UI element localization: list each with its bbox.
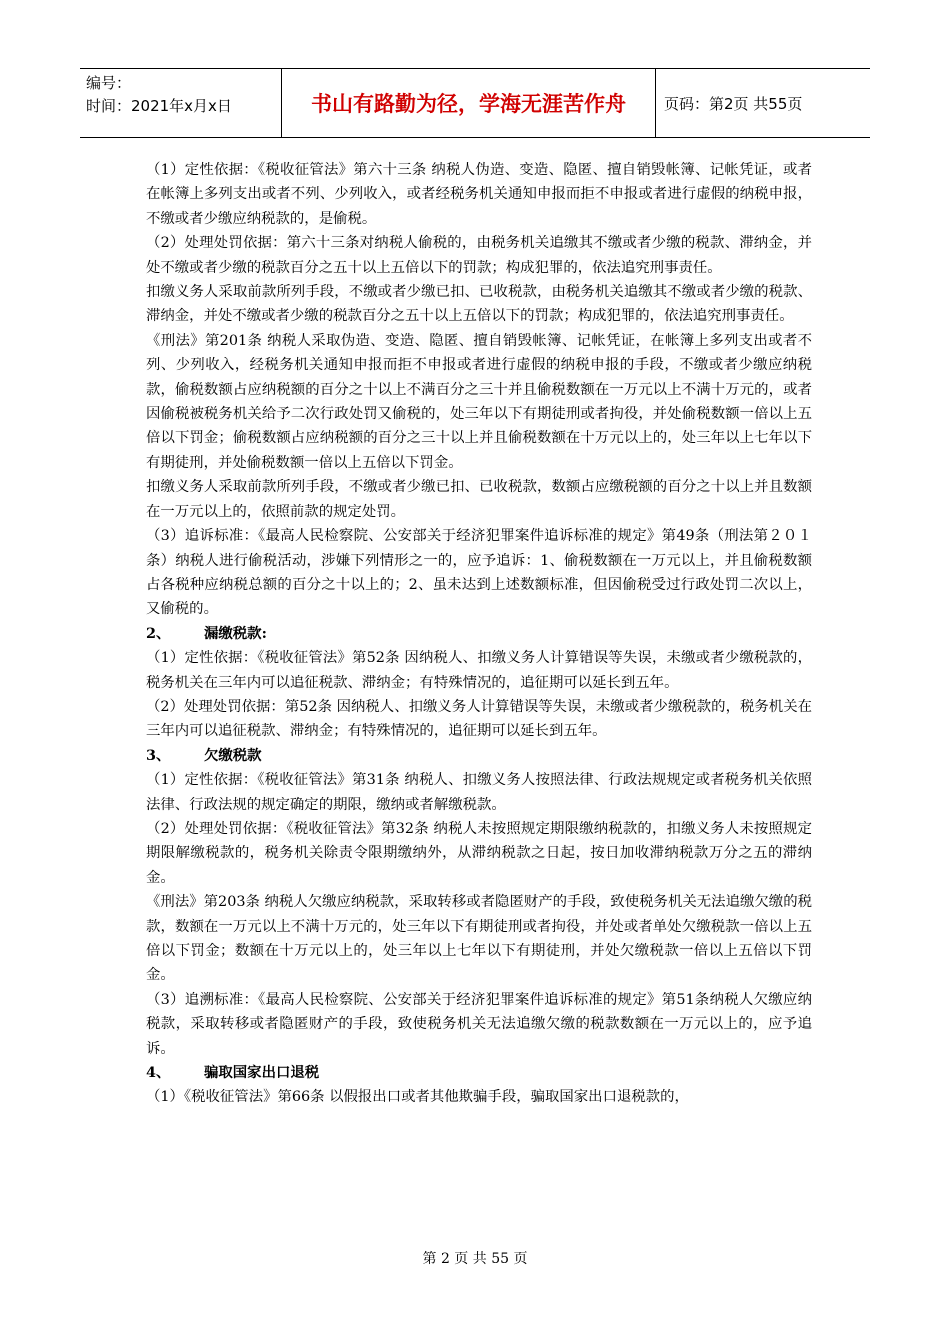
section-title: 漏缴税款: <box>204 624 267 642</box>
body-paragraph: （2）处理处罚依据：《税收征管法》第32条 纳税人未按照规定期限缴纳税款的，扣缴义务人未按照规定期限解缴税款的，税务机关除责令限期缴纳外，从滞纳税款之日起，按日加收滞纳税款万分之五的滞纳金。 <box>146 820 812 886</box>
header-page-info: 页码：第2页 共55页 <box>664 94 803 113</box>
body-paragraph: 扣缴义务人采取前款所列手段，不缴或者少缴已扣、已收税款，数额占应缴税额的百分之十以上并且数额在一万元以上的，依照前款的规定处罚。 <box>146 479 812 520</box>
body-paragraph: （3）追溯标准：《最高人民检察院、公安部关于经济犯罪案件追诉标准的规定》第51条纳税人欠缴应纳税款，采取转移或者隐匿财产的手段，致使税务机关无法追缴欠缴的税款数额在一万元以上的，应予追诉。 <box>146 991 812 1057</box>
section-number: 2、 <box>146 624 171 642</box>
document-body <box>146 158 812 1110</box>
section-title: 欠缴税款 <box>204 746 262 764</box>
section-heading <box>146 1061 812 1085</box>
body-paragraph: （1）定性依据：《税收征管法》第六十三条 纳税人伪造、变造、隐匿、擅自销毁帐簿、记帐凭证，或者在帐簿上多列支出或者不列、少列收入，或者经税务机关通知申报而拒不申报或者进行虚假的纳税申报，不缴或者少缴应纳税款的，是偷税。 <box>146 162 812 227</box>
body-paragraph: （3）追诉标准：《最高人民检察院、公安部关于经济犯罪案件追诉标准的规定》第49条（刑法第２０１条）纳税人进行偷税活动，涉嫌下列情形之一的，应予追诉：1、偷税数额在一万元以上，并且偷税数额占各税种应纳税总额的百分之十以上的；2、虽未达到上述数额标准，但因偷税受过行政处罚二次以上，又偷税的。 <box>146 528 812 618</box>
section-heading <box>146 622 812 646</box>
document-number-label: 编号： <box>86 74 132 92</box>
body-paragraph: （2）处理处罚依据：第52条 因纳税人、扣缴义务人计算错误等失误，未缴或者少缴税款的，税务机关在三年内可以追征税款、滞纳金；有特殊情况的，追征期可以延长到五年。 <box>146 698 812 740</box>
body-paragraph: （1）定性依据：《税收征管法》第31条 纳税人、扣缴义务人按照法律、行政法规规定或者税务机关依照法律、行政法规的规定确定的期限，缴纳或者解缴税款。 <box>146 772 812 813</box>
section-number: 3、 <box>146 746 171 764</box>
body-paragraph: 扣缴义务人采取前款所列手段，不缴或者少缴已扣、已收税款，由税务机关追缴其不缴或者少缴的税款、滞纳金，并处不缴或者少缴的税款百分之五十以上五倍以下的罚款；构成犯罪的，依法追究刑事责任。 <box>146 284 812 325</box>
body-paragraph: （1）定性依据：《税收征管法》第52条 因纳税人、扣缴义务人计算错误等失误，未缴或者少缴税款的，税务机关在三年内可以追征税款、滞纳金；有特殊情况的，追征期可以延长到五年。 <box>146 650 812 691</box>
section-heading <box>146 744 812 768</box>
header-motto: 书山有路勤为径，学海无涯苦作舟 <box>282 69 656 137</box>
body-paragraph: 《刑法》第201条 纳税人采取伪造、变造、隐匿、擅自销毁帐簿、记帐凭证，在帐簿上多列支出或者不列、少列收入，经税务机关通知申报而拒不申报或者进行虚假的纳税申报的手段，不缴或者少缴应纳税款，偷税数额占应纳税额的百分之十以上不满百分之三十并且偷税数额在一万元以上不满十万元的，或者因偷税被税务机关给予二次行政处罚又偷税的，处三年以下有期徒刑或者拘役，并处偷税数额一倍以上五倍以下罚金；偷税数额占应纳税额的百分之三十以上并且偷税数额在十万元以上的，处三年以上七年以下有期徒刑，并处偷税数额一倍以上五倍以下罚金。 <box>146 332 812 471</box>
page-header <box>80 68 870 138</box>
section-title: 骗取国家出口退税 <box>204 1064 320 1082</box>
body-paragraph: 《刑法》第203条 纳税人欠缴应纳税款，采取转移或者隐匿财产的手段，致使税务机关无法追缴欠缴的税款，数额在一万元以上不满十万元的，处三年以下有期徒刑或者拘役，并处或者单处欠缴税款一倍以上五倍以下罚金；数额在十万元以上的，处三年以上七年以下有期徒刑，并处欠缴税款一倍以上五倍以下罚金。 <box>146 894 812 984</box>
document-time-label: 时间：2021年x月x日 <box>86 97 232 115</box>
header-meta <box>80 69 282 137</box>
body-paragraph: （2）处理处罚依据：第六十三条对纳税人偷税的，由税务机关追缴其不缴或者少缴的税款、滞纳金，并处不缴或者少缴的税款百分之五十以上五倍以下的罚款；构成犯罪的，依法追究刑事责任。 <box>146 235 812 276</box>
page-footer: 第 2 页 共 55 页 <box>422 1251 528 1267</box>
section-number: 4、 <box>146 1064 171 1082</box>
body-paragraph: （1）《税收征管法》第66条 以假报出口或者其他欺骗手段，骗取国家出口退税款的， <box>146 1089 689 1106</box>
